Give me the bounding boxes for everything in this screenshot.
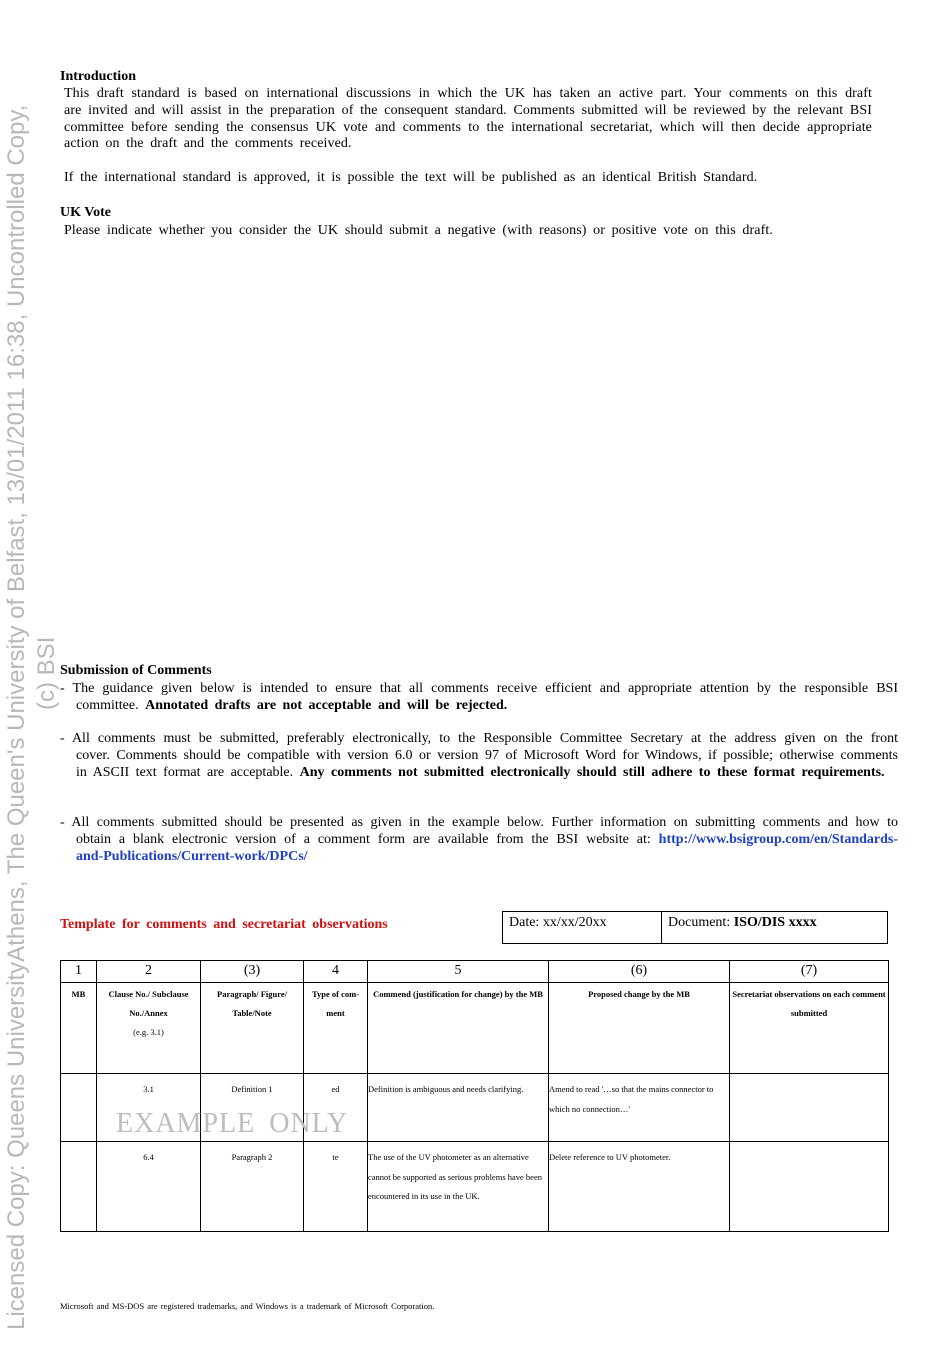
- bullet-1-emphasis: Annotated drafts are not acceptable and will be rejected.: [145, 697, 508, 713]
- bullet-2-text: - All comments must be submitted, preferably electronically, to the Responsible Committee Secretary at the address given on the front cover. Comments should be compatible with version 6.0 or version 97 of Microsoft Word for Windows, if possible; otherwise comments in ASCII text format are acceptable.: [60, 731, 898, 780]
- header-clause-label: Clause No./ Subclause No./Annex: [108, 989, 189, 1018]
- comments-table: [60, 960, 889, 1232]
- col-number: (7): [730, 961, 889, 983]
- introduction-heading: Introduction: [60, 69, 136, 84]
- submission-heading: Submission of Comments: [60, 663, 212, 678]
- watermark-line-1: Licensed Copy: Queens UniversityAthens, The Queen's University of Belfast, 13/01/2011 16:38, Uncontrolled Copy,: [3, 104, 30, 1330]
- header-mb: MB: [61, 983, 97, 1074]
- table-row: [61, 1142, 889, 1232]
- cell-clause: 3.1: [97, 1074, 201, 1142]
- introduction-paragraph-2: If the international standard is approved, it is possible the text will be published as an identical British Standard.: [64, 170, 758, 185]
- cell-observation: [730, 1074, 889, 1142]
- cell-comment: Definition is ambiguous and needs clarifying.: [368, 1074, 549, 1142]
- header-clause-example: (e.g. 3.1): [133, 1027, 164, 1037]
- document-label: Document:: [668, 915, 731, 930]
- cell-type: ed: [304, 1074, 368, 1142]
- date-document-box: [502, 911, 888, 944]
- cell-observation: [730, 1142, 889, 1232]
- header-clause: [97, 983, 201, 1074]
- submission-bullet-3: [60, 815, 898, 865]
- example-only-overlay: EXAMPLE ONLY: [116, 1108, 349, 1139]
- uk-vote-heading: UK Vote: [60, 205, 111, 220]
- trademark-footnote: Microsoft and MS-DOS are registered trademarks, and Windows is a trademark of Microsoft Corporation.: [60, 1301, 435, 1311]
- header-paragraph: Paragraph/ Figure/ Table/Note: [201, 983, 304, 1074]
- col-number: 5: [368, 961, 549, 983]
- document-cell: [662, 912, 887, 943]
- cell-mb: [61, 1074, 97, 1142]
- submission-bullet-1: [60, 681, 898, 715]
- header-proposed: Proposed change by the MB: [549, 983, 730, 1074]
- column-header-row: [61, 983, 889, 1074]
- cell-comment: The use of the UV photometer as an alternative cannot be supported as serious problems have been encountered in its use in the UK.: [368, 1142, 549, 1232]
- date-cell: [503, 912, 662, 943]
- column-number-row: [61, 961, 889, 983]
- col-number: 4: [304, 961, 368, 983]
- submission-bullet-2: [60, 731, 898, 781]
- header-type: Type of com-ment: [304, 983, 368, 1074]
- cell-paragraph: Paragraph 2: [201, 1142, 304, 1232]
- date-value: xx/xx/20xx: [542, 915, 607, 930]
- date-label: Date:: [509, 915, 540, 930]
- cell-paragraph: Definition 1: [201, 1074, 304, 1142]
- bsi-dpc-link[interactable]: http://www.bsigroup.com/en/Standards-and-Publications/Current-work/DPCs/: [76, 831, 899, 864]
- introduction-paragraph-1: This draft standard is based on international discussions in which the UK has taken an active part. Your comments on this draft are invited and will assist in the preparation of the consequent standard. Comments submitted will be reviewed by the relevant BSI committee before sending the consensus UK vote and comments to the international secretariat, which will then decide appropriate action on the draft and the comments received.: [64, 86, 872, 152]
- watermark-line-2: (c) BSI: [33, 636, 60, 710]
- template-title: Template for comments and secretariat observations: [60, 917, 388, 932]
- col-number: 1: [61, 961, 97, 983]
- bullet-3-text: - All comments submitted should be presented as given in the example below. Further information on submitting comments and how to obtain a blank electronic version of a comment form are available from the BSI website at:: [60, 815, 898, 847]
- bullet-2-emphasis: Any comments not submitted electronically should still adhere to these format requirements.: [299, 764, 885, 780]
- license-watermark: [0, 0, 60, 1345]
- col-number: (6): [549, 961, 730, 983]
- cell-clause: 6.4: [97, 1142, 201, 1232]
- cell-proposed: Amend to read '…so that the mains connector to which no connection…': [549, 1074, 730, 1142]
- uk-vote-paragraph: Please indicate whether you consider the UK should submit a negative (with reasons) or positive vote on this draft.: [64, 223, 773, 238]
- cell-proposed: Delete reference to UV photometer.: [549, 1142, 730, 1232]
- header-secretariat: Secretariat observations on each comment submitted: [730, 983, 889, 1074]
- col-number: 2: [97, 961, 201, 983]
- bullet-1-text: - The guidance given below is intended to ensure that all comments receive efficient and appropriate attention by the responsible BSI committee.: [60, 681, 898, 713]
- cell-mb: [61, 1142, 97, 1232]
- document-value: ISO/DIS xxxx: [733, 915, 817, 930]
- col-number: (3): [201, 961, 304, 983]
- header-commend: Commend (justification for change) by the MB: [368, 983, 549, 1074]
- cell-type: te: [304, 1142, 368, 1232]
